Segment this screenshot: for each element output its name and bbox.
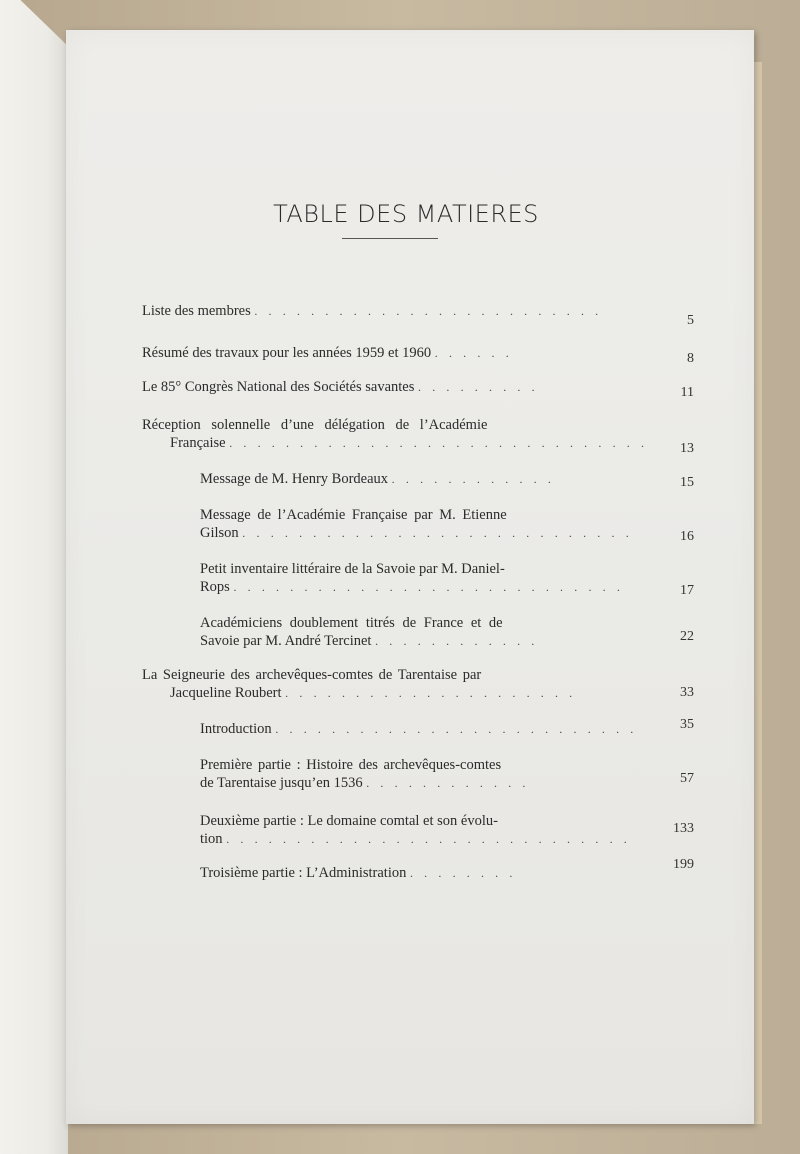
page-number: 8 [687, 351, 694, 366]
toc-entry-line [200, 578, 642, 596]
toc-entry-title-cont: tion [200, 831, 223, 847]
toc-entry-line [200, 756, 642, 774]
toc-entry-line [200, 864, 642, 882]
page-title: TABLE DES MATIERES [273, 200, 539, 228]
leader-dots: . . . . . . . . . . . . [391, 472, 555, 486]
toc-entry-line [142, 434, 649, 452]
toc-entry [200, 506, 694, 544]
toc-entry-line [200, 720, 642, 738]
toc-entry [142, 416, 694, 456]
toc-entry-title: Académiciens doublement titrés de France et de [200, 615, 503, 631]
toc-entry-line [142, 378, 642, 396]
leader-dots: . . . . . . . . . . . . . . . . . . . . . . . . . . . . [233, 580, 624, 594]
leader-dots: . . . . . . . . [409, 866, 517, 880]
leader-dots: . . . . . . . . . . . . . . . . . . . . . . . . . . . . . [226, 832, 631, 846]
page-number: 22 [680, 629, 694, 644]
toc-entry-title: Message de M. Henry Bordeaux [200, 471, 389, 487]
toc-entry-line [200, 524, 642, 542]
toc-entry-title-cont: de Tarentaise jusqu’en 1536 [200, 775, 363, 791]
toc-entry [200, 470, 694, 490]
toc-entry-title: Deuxième partie : Le domaine comtal et son évolu- [200, 813, 498, 829]
toc-entry [200, 717, 694, 738]
leader-dots: . . . . . . . . . . . . . . . . . . . . . . . . . . . . [242, 526, 633, 540]
toc-entry [200, 756, 694, 792]
toc-entry-title: Le 85° Congrès National des Sociétés savantes [142, 379, 415, 395]
leader-dots: . . . . . . . . . . . . [375, 634, 539, 648]
page-number: 33 [680, 685, 694, 700]
page-number: 133 [673, 821, 694, 836]
toc-entry-line [142, 684, 642, 702]
page-number: 11 [680, 385, 694, 400]
toc-entry [142, 378, 694, 400]
leader-dots: . . . . . . . . . . . . . . . . . . . . . . . . . . [275, 722, 638, 736]
title-underline [342, 238, 438, 239]
leader-dots: . . . . . . . . . [418, 380, 539, 394]
toc-entry [200, 857, 694, 882]
toc-entry-title: Message de l’Académie Française par M. Etienne [200, 507, 507, 523]
toc-entry-line [200, 614, 642, 632]
toc-entry-line [142, 666, 642, 684]
toc-entry-line [200, 560, 642, 578]
toc-entry-title: Réception solennelle d’une délégation de l’Académie [142, 417, 488, 433]
toc-entry-title: Première partie : Histoire des archevêques-comtes [200, 757, 502, 773]
toc-entry-title: Troisième partie : L’Administration [200, 865, 407, 881]
toc-entry-line [142, 302, 642, 320]
toc-entry-title-cont: Française [170, 435, 226, 451]
toc-entry-title: Petit inventaire littéraire de la Savoie par M. Daniel- [200, 561, 505, 577]
page-number: 13 [680, 441, 694, 456]
page-number: 15 [680, 475, 694, 490]
page-number: 199 [673, 857, 694, 872]
page-number: 57 [680, 771, 694, 786]
toc-entry-line [200, 830, 642, 848]
leader-dots: . . . . . . . . . . . . . . . . . . . . . [285, 686, 577, 700]
toc-entry [142, 344, 694, 366]
toc-entry [200, 812, 694, 848]
toc-entry-line [200, 812, 642, 830]
toc-entry [200, 614, 694, 650]
toc-entry [142, 666, 694, 702]
toc-entry [200, 560, 694, 598]
toc-entry-title-cont: Savoie par M. André Tercinet [200, 633, 372, 649]
leader-dots: . . . . . . [434, 346, 513, 360]
page-number: 16 [680, 529, 694, 544]
toc-entry-title: Résumé des travaux pour les années 1959 et 1960 [142, 345, 432, 361]
toc-entry-title-cont: Jacqueline Roubert [170, 685, 282, 701]
toc-entry-line [200, 470, 642, 488]
toc-entry-line [200, 632, 642, 650]
page-number: 5 [687, 313, 694, 328]
leader-dots: . . . . . . . . . . . . . . . . . . . . . . . . . . . . . . [229, 436, 649, 450]
toc-entry-title-cont: Gilson [200, 525, 239, 541]
toc-entry-line [200, 774, 642, 792]
page-number: 35 [680, 717, 694, 732]
toc-entry-title: Liste des membres [142, 303, 251, 319]
leader-dots: . . . . . . . . . . . . . . . . . . . . . . . . . [254, 304, 603, 318]
toc-entry-line [142, 344, 642, 362]
toc-entry-title-cont: Rops [200, 579, 230, 595]
toc-entry-title: La Seigneurie des archevêques-comtes de Tarentaise par [142, 667, 482, 683]
leader-dots: . . . . . . . . . . . . [366, 776, 530, 790]
toc-entry [142, 302, 694, 328]
toc-entry-line [200, 506, 642, 524]
book-page [66, 30, 754, 1124]
toc-entry-line [142, 416, 642, 434]
toc-entry-title: Introduction [200, 721, 272, 737]
facing-page [0, 0, 68, 1154]
page-number: 17 [680, 583, 694, 598]
